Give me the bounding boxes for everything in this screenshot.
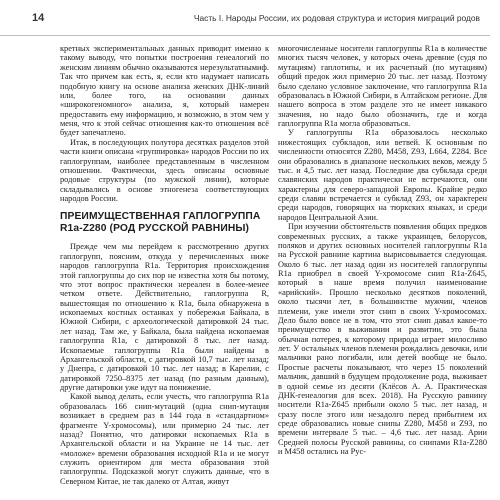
page-number: 14 <box>32 12 45 24</box>
paragraph: кретных экспериментальных данных приводит именно к такому выводу, что попытки построения генеалогий по женским линиям обычно оказываются нерезультатнымиф. Так что причем как есть, я, если кто надумает написать подобную книгу на основе анализа женских ДНК-линий или, более того, на основании данных «широкогеномного» анализа, я, который намерен предоставить ему информацию, и возможно, в этом чем у меня, что к этой сейчас отношения как-то отношения всё будет запечатлено. <box>60 44 269 138</box>
paragraph: Итак, в последующих полутора десятках разделов этой части книги описана «группировка» народов России по их гаплогруппам, наиболее представленным в численном отношении. Фактически, здесь описаны основные родовые структуры (по мужской линии), которые складывались в основе этногенеза соответствующих народов России. <box>60 137 269 203</box>
section-heading: ПРЕИМУЩЕСТВЕННАЯ ГАПЛОГРУППА R1a-Z280 (РОД РУССКОЙ РАВНИНЫ) <box>60 211 261 235</box>
left-column <box>60 44 269 486</box>
running-header <box>32 12 480 26</box>
header-rule <box>0 35 490 36</box>
paragraph: У гаплогруппы R1a образовалось несколько нижестоящих субкладов, или ветвей. К основным по численности относятся Z280, M458, Z93, L664, Z284. Все они образовались в диапазоне нескольких веков, между 5 тыс. и 4,5 тыс. лет назад. Последние два субклада среди славянских народов практически не встречаются, они характерны для северо-западной Европы. Крайне редко среди славян встречается и субклад Z93, он характерен среди народов, говорящих на тюркских языках, и среди народов Центральной Азии. <box>278 128 487 222</box>
paragraph: При изучении обстоятельств появления общих предков современных русских, а также украинцев, белорусов, поляков и других основных носителей гаплогруппы R1a на Русской равнине картина вырисовывается следующая. Около 6 тыс. лет назад один из носителей гаплогруппы R1a приобрел в своей Y-хромосоме снип R1a-Z645, который в наше время получил наименование «арийский». Прошло несколько десятков поколений, около тысячи лет, в большинстве мужчин, членов племени, уже имели этот снип в своих Y-хромосомах. Дело было вовсе не в том, что этот снип давал какое-то преимущество в выживании и развитии, это была обычная потерея, к которому природа играет милосливо лет. У остальных членов племени рождались девочки, или мальчики рано погибали, или детей вообще не было. Простые расчеты показывают, что через 15 поколений мальчик, давший в будущем продолжение рода, выживает в одной семье из десяти (Клёсов А. А. Практическая ДНК-генеалогия для всех. 2018). На Русскую равнину носители R1a-Z645 прибыли около 5 тыс. лет назад, и сразу после этого или незадолго перед прибытием их среде образовались новые снипы Z280, M458 и Z93, по времени интервале 5 тыс. – 4,6 тыс. лет назад. Арии Средней полосы Русской равнины, со снипами R1a-Z280 и M458 остались на Рус- <box>278 222 487 457</box>
paragraph: многочисленные носители гаплогруппы R1a в количестве многих тысяч человек, у которых очень древние (судя по мутациям) гаплотипы, и их расчетный (по мутациям) общий предок жил примерно 20 тыс. лет назад. Поэтому было сделано условное заключение, что гаплогруппа R1a образовалась в Южной Сибири, в Алтайском регионе. Для нашего вопроса в этом разделе это не имеет никакого значения, но надо было обозначить, где и когда гаплогруппа R1a могла образоваться. <box>278 44 487 128</box>
paragraph: Какой вывод делать, если учесть, что гаплогруппа R1a образовалась 166 снип-мутаций (одна снип-мутация возникает в среднем раз в 144 года в «стандартном» фрагменте Y-хромосомы), или примерно 24 тыс. лет назад? Понятно, что датировки ископаемых R1a в Архангельской области и на Украине не 14 тыс. лет «моложе» времени образования исходной R1a и не могут служить ориентиром для места образования этой гаплогруппы. Подсказкой могут служить данные, что в Северном Китае, не так далеко от Алтая, живут <box>60 392 269 486</box>
right-column <box>278 44 487 457</box>
running-title: Часть I. Народы России, их родовая структура и история миграций родов <box>193 13 480 23</box>
paragraph: Прежде чем мы перейдем к рассмотрению других гаплогрупп, поясним, откуда у перечисленных ниже народов гаплогруппа R1a. Территория происхождения этой гаплогруппы до сих пор не известна хотя бы потому, что этот вопрос практически нереален в более-менее четком ответе. Действительно, гаплогруппа R, вышестоящая по отношению к R1a, была обнаружена в ископаемых костных останках у побережья Байкала, в Южной Сибири, с археологической датировкой 24 тыс. лет назад. Там же, у Байкала, была найдена ископаемая гаплогруппа R1a, с датировкой 8 тыс. лет назад. Ископаемые гаплогруппы R1a были найдены в Архангельской области, с датировкой 10,7 тыс. лет назад; у Днепра, с датировкой 10 тыс. лет назад; в Карелии, с датировкой 7250–8375 лет назад (по разным данным), другие датировки уже идут на понижение. <box>60 242 269 392</box>
